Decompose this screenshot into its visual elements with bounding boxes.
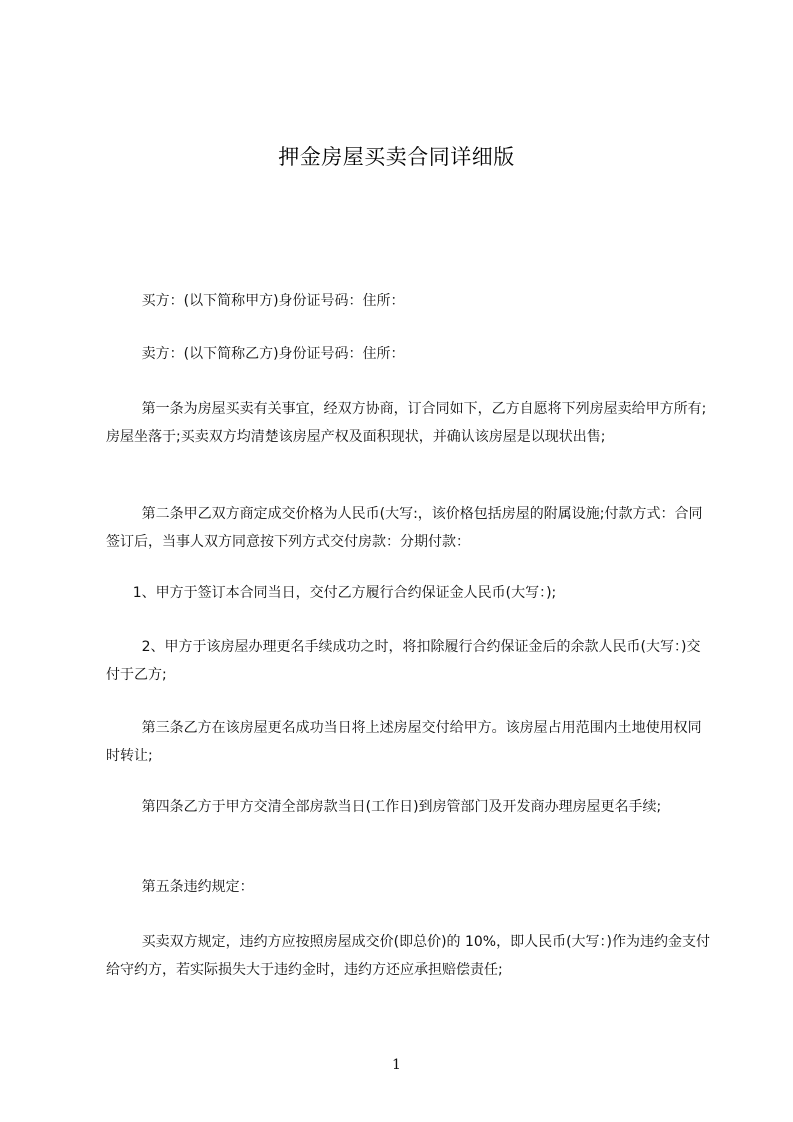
paragraph-article-1: 第一条为房屋买卖有关事宜，经双方协商，订合同如下，乙方自愿将下列房屋卖给甲方所有;房屋坐落于;买卖双方均清楚该房屋产权及面积现状，并确认该房屋是以现状出售; — [106, 401, 707, 445]
paragraph-buyer: 买方：(以下简称甲方)身份证号码：住所： — [106, 293, 405, 309]
paragraph-payment-2: 2、甲方于该房屋办理更名手续成功之时，将扣除履行合约保证金后的余款人民币(大写：)交付于乙方; — [106, 639, 701, 683]
page-number: 1 — [392, 1057, 401, 1073]
paragraph-article-5: 第五条违约规定： — [106, 879, 254, 895]
paragraph-article-4: 第四条乙方于甲方交清全部房款当日(工作日)到房管部门及开发商办理房屋更名手续; — [106, 799, 662, 815]
paragraph-payment-1: 1、甲方于签订本合同当日，交付乙方履行合约保证金人民币(大写：); — [106, 585, 557, 601]
paragraph-article-3: 第三条乙方在该房屋更名成功当日将上述房屋交付给甲方。该房屋占用范围内土地使用权同时转让; — [106, 720, 702, 764]
paragraph-penalty: 买卖双方规定，违约方应按照房屋成交价(即总价)的 10%，即人民币(大写：)作为违约金支付给守约方，若实际损失大于违约金时，违约方还应承担赔偿责任; — [106, 934, 711, 978]
paragraph-seller: 卖方：(以下简称乙方)身份证号码：住所： — [106, 346, 405, 362]
document-title: 押金房屋买卖合同详细版 — [278, 145, 515, 169]
paragraph-article-2: 第二条甲乙双方商定成交价格为人民币(大写:，该价格包括房屋的附属设施;付款方式：合同签订后，当事人双方同意按下列方式交付房款：分期付款： — [106, 506, 703, 550]
